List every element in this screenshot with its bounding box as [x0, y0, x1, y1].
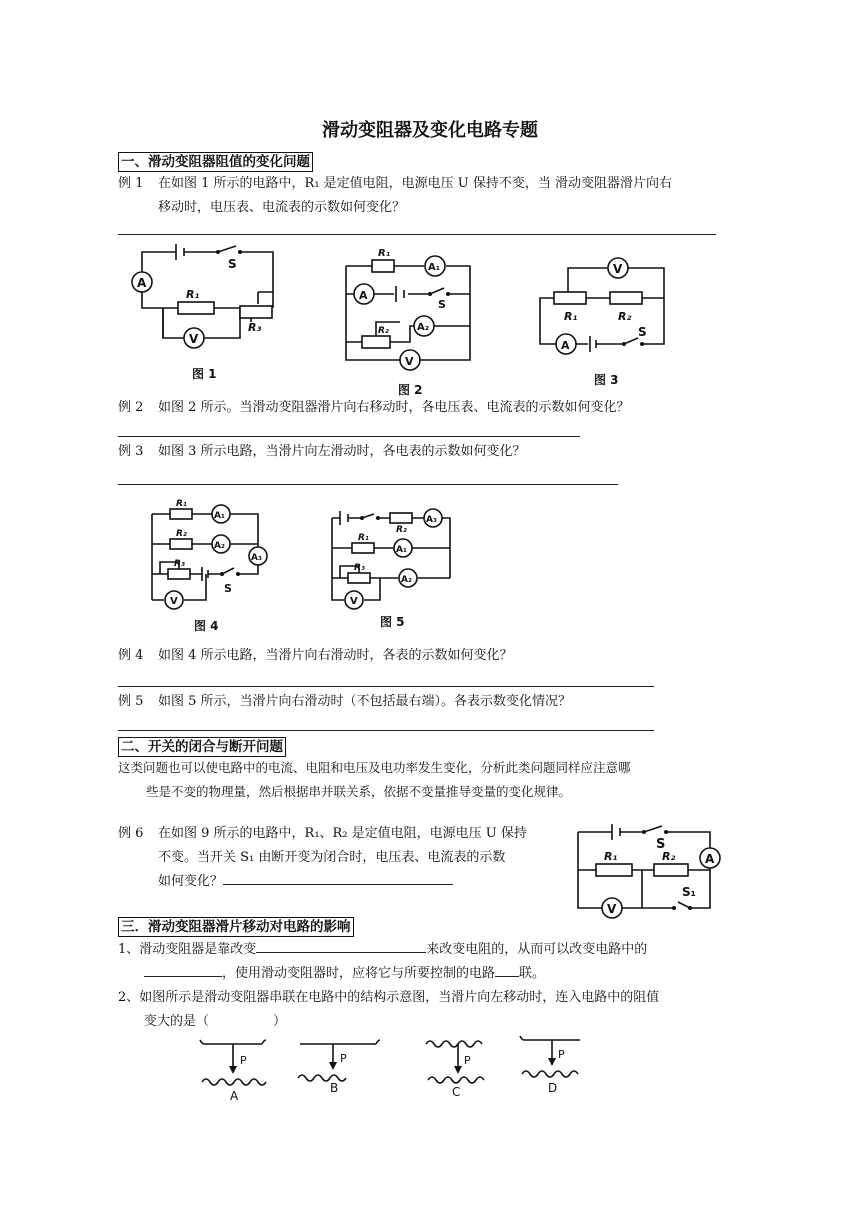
question-1-blank-3[interactable]	[495, 976, 519, 977]
page-title: 滑动变阻器及变化电路专题	[322, 120, 538, 141]
option-a-label: A	[230, 1089, 239, 1103]
section-2-intro-line-2: 些是不变的物理量，然后根据串并联关系，依据不变量推导变量的变化规律。	[146, 784, 572, 799]
section-2-intro-line-1: 这类问题也可以使电路中的电流、电阻和电压及电功率发生变化，分析此类问题同样应注意哪	[118, 760, 631, 775]
fig4-a2-label: A₂	[214, 541, 225, 551]
example-5-text: 如图 5 所示，当滑片向右滑动时（不包括最右端）。各表示数变化情况？	[158, 694, 572, 709]
fig4-r3-label: R₃	[174, 559, 185, 569]
example-1-line-2: 移动时，电压表、电流表的示数如何变化？	[158, 200, 406, 215]
fig3-v-label: V	[613, 262, 623, 276]
fig9-s1-label: S₁	[682, 885, 696, 899]
fig5-v-label: V	[350, 596, 358, 607]
option-c-label: C	[452, 1085, 461, 1099]
fig1-r3-label: R₃	[248, 321, 262, 334]
fig4-a3-label: A₃	[251, 553, 262, 563]
fig5-a2-label: A₂	[401, 575, 412, 585]
example-4	[118, 644, 738, 668]
example-5	[118, 690, 738, 714]
example-1-line-1: 在如图 1 所示的电路中，R₁ 是定值电阻，电源电压 U 保持不变，当 滑动变阻器滑片向右	[158, 176, 673, 191]
figure-3-circuit	[540, 258, 664, 387]
example-4-label: 例 4	[118, 648, 144, 663]
example-1	[118, 172, 738, 220]
answer-line-5	[118, 730, 654, 731]
fig2-caption: 图 2	[398, 383, 423, 397]
fig9-r2-label: R₂	[662, 850, 676, 863]
option-a-diagram	[200, 1040, 266, 1103]
example-2	[118, 396, 738, 420]
fig2-a1-label: A₁	[428, 262, 441, 273]
fig1-r1-label: R₁	[186, 288, 200, 301]
section-heading-3: 三．滑动变阻器滑片移动对电路的影响	[118, 917, 354, 937]
example-2-label: 例 2	[118, 400, 144, 415]
fig9-a-label: A	[705, 852, 715, 866]
question-1-part-d: 联。	[519, 966, 546, 981]
fig1-ammeter-label: A	[137, 276, 147, 290]
fig5-r2-label: R₂	[396, 525, 407, 535]
question-2	[118, 986, 758, 1034]
question-1-blank-2[interactable]	[144, 976, 222, 977]
example-6-line-2: 不变。当开关 S₁ 由断开变为闭合时，电压表、电流表的示数	[158, 850, 506, 865]
fig4-r2-label: R₂	[176, 529, 187, 539]
option-c-p-label: P	[464, 1054, 471, 1067]
fig2-v-label: V	[405, 355, 414, 368]
option-b-label: B	[330, 1081, 339, 1095]
fig2-a-label: A	[359, 289, 368, 302]
example-6	[118, 822, 568, 894]
question-1-part-c: ，使用滑动变阻器时，应将它与所要控制的电路	[222, 966, 496, 981]
option-d-p-label: P	[558, 1048, 565, 1061]
answer-line-2	[118, 436, 580, 437]
example-3	[118, 440, 738, 464]
fig5-r3-label: R₃	[354, 563, 365, 573]
fig5-caption: 图 5	[380, 615, 405, 629]
section-heading-1: 一、滑动变阻器阻值的变化问题	[118, 152, 313, 172]
example-3-text: 如图 3 所示电路，当滑片向左滑动时，各电表的示数如何变化？	[158, 444, 526, 459]
fig5-a1-label: A₁	[396, 545, 407, 555]
figures-4-5	[118, 494, 478, 634]
fig1-switch-label: S	[228, 257, 237, 271]
fig4-s-label: S	[224, 582, 232, 595]
question-1	[118, 938, 758, 986]
question-2-close: ）	[273, 1014, 287, 1029]
fig4-a1-label: A₁	[214, 511, 225, 521]
option-b-p-label: P	[340, 1052, 347, 1065]
fig3-a-label: A	[561, 339, 570, 352]
figure-4-circuit	[152, 499, 267, 633]
figure-2-circuit	[346, 248, 470, 397]
example-1-label: 例 1	[118, 176, 144, 191]
fig2-s-label: S	[438, 298, 446, 311]
question-1-blank-1[interactable]	[256, 952, 426, 953]
fig3-s-label: S	[638, 325, 647, 339]
option-d-diagram	[520, 1036, 580, 1095]
fig4-caption: 图 4	[194, 619, 219, 633]
fig2-a2-label: A₂	[417, 322, 430, 333]
example-6-label: 例 6	[118, 826, 144, 841]
option-b-diagram	[298, 1040, 380, 1095]
fig2-r2-label: R₂	[378, 326, 389, 336]
rheostat-options	[190, 1030, 610, 1110]
example-6-line-1: 在如图 9 所示的电路中，R₁、R₂ 是定值电阻，电源电压 U 保持	[158, 826, 527, 841]
example-6-line-3: 如何变化？	[158, 874, 224, 889]
fig2-r1-label: R₁	[378, 248, 391, 259]
question-2-line-1: 2、如图所示是滑动变阻器串联在电路中的结构示意图，当滑片向左移动时，连入电路中的阻值	[118, 990, 660, 1005]
section-2-intro	[118, 756, 748, 804]
example-5-label: 例 5	[118, 694, 144, 709]
fig9-s-label: S	[656, 837, 666, 852]
fig5-r1-label: R₁	[358, 533, 369, 543]
fig9-v-label: V	[607, 902, 617, 916]
fig3-r1-label: R₁	[564, 310, 578, 323]
example-2-text: 如图 2 所示。当滑动变阻器滑片向右移动时，各电压表、电流表的示数如何变化？	[158, 400, 630, 415]
example-6-answer-blank[interactable]	[223, 884, 453, 885]
question-1-part-a: 1、滑动变阻器是靠改变	[118, 942, 257, 957]
option-c-diagram	[426, 1041, 484, 1099]
fig3-r2-label: R₂	[618, 310, 632, 323]
section-heading-2: 二、开关的闭合与断开问题	[118, 737, 286, 757]
answer-line-4	[118, 686, 654, 687]
example-3-label: 例 3	[118, 444, 144, 459]
fig4-r1-label: R₁	[176, 499, 187, 509]
fig3-caption: 图 3	[594, 373, 619, 387]
answer-line-3	[118, 484, 618, 485]
question-2-line-2: 变大的是（	[144, 1014, 210, 1029]
answer-line-1	[118, 234, 716, 235]
figure-5-circuit	[332, 509, 450, 629]
example-4-text: 如图 4 所示电路，当滑片向右滑动时，各表的示数如何变化？	[158, 648, 513, 663]
question-1-part-b: 来改变电阻的，从而可以改变电路中的	[426, 942, 648, 957]
fig9-r1-label: R₁	[604, 850, 618, 863]
fig5-a3-label: A₃	[426, 515, 437, 525]
option-d-label: D	[548, 1081, 558, 1095]
figures-1-3	[118, 238, 758, 398]
option-a-p-label: P	[240, 1054, 247, 1067]
fig1-voltmeter-label: V	[189, 332, 199, 346]
figure-9-circuit	[570, 812, 730, 922]
fig1-caption: 图 1	[192, 367, 217, 381]
figure-1-circuit	[132, 244, 273, 381]
fig4-v-label: V	[170, 596, 178, 607]
